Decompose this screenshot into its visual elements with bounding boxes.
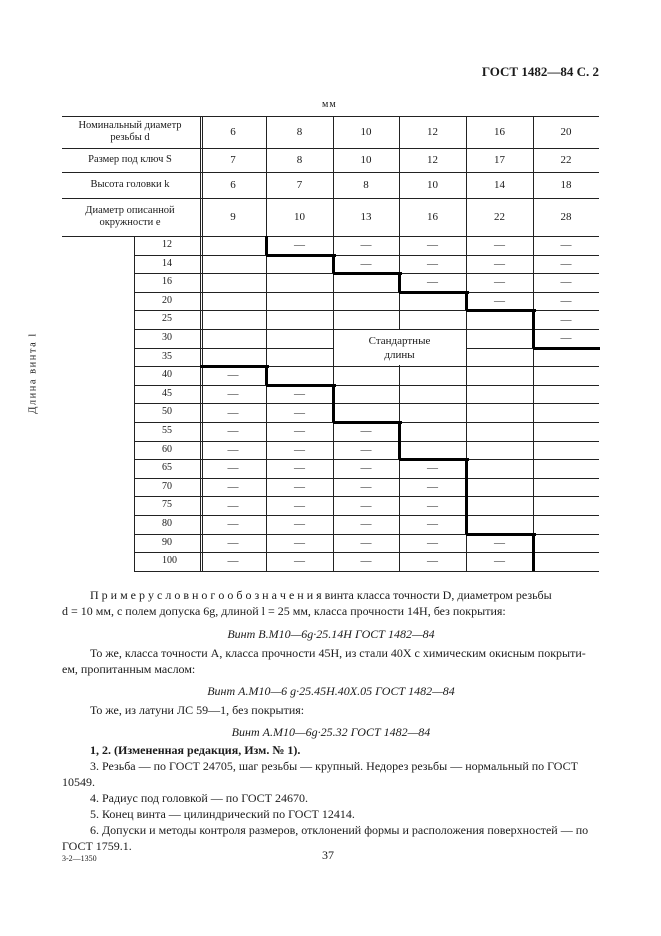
table-header-value: 10	[294, 211, 305, 223]
designation-2: Винт А.М10—6 g·25.45Н.40Х.05 ГОСТ 1482—84	[207, 684, 455, 698]
row-label-line: Высота головки k	[90, 179, 170, 190]
page-header: ГОСТ 1482—84 С. 2	[481, 64, 599, 79]
table-dash: —	[360, 425, 372, 438]
table-dash: —	[227, 425, 239, 438]
table-dash: —	[560, 276, 572, 289]
table-header-value: 8	[363, 179, 369, 191]
standard-boundary-upper	[266, 254, 336, 257]
table-dash: —	[227, 481, 239, 494]
table-dash: —	[360, 536, 372, 549]
length-value: 25	[162, 313, 172, 325]
table-row-label	[62, 148, 198, 172]
table-header-value: 28	[560, 211, 572, 223]
row-label-line: окружности e	[99, 217, 161, 228]
table-dash: —	[360, 499, 372, 512]
table-dash: —	[294, 555, 305, 568]
length-value: 50	[162, 406, 172, 418]
table-header-value: 12	[427, 126, 438, 138]
table-dash: —	[227, 518, 239, 531]
table-header-value: 17	[494, 154, 505, 166]
table-dash: —	[294, 518, 305, 531]
table-dash: —	[560, 295, 572, 308]
table-dash: —	[294, 462, 305, 475]
standard-boundary-lower	[266, 384, 336, 387]
table-dash: —	[427, 518, 438, 531]
standard-boundary-lower	[398, 422, 401, 459]
table-dash: —	[427, 481, 438, 494]
table-dash: —	[560, 257, 572, 270]
length-value: 14	[162, 257, 172, 269]
units-label: мм	[322, 99, 337, 110]
footer-code: 3-2—1350	[62, 854, 97, 863]
table-dash: —	[427, 462, 438, 475]
length-value: 65	[162, 462, 172, 474]
example-paragraph-line1: П р и м е р у с л о в н о г о о б о з н а ч е н и я винта класса точности D, диаметром резьбы	[90, 588, 552, 602]
length-value: 35	[162, 350, 172, 362]
row-label-line: Номинальный диаметр	[78, 120, 182, 131]
table-dash: —	[427, 499, 438, 512]
length-value: 90	[162, 536, 172, 548]
table-header-value: 8	[296, 154, 303, 166]
standard-lengths-label	[333, 330, 466, 366]
length-value: 20	[162, 294, 172, 306]
table-dash: —	[360, 443, 372, 456]
table-dash: —	[294, 406, 305, 419]
note-5: 5. Конец винта — цилиндрический по ГОСТ 12414.	[90, 807, 355, 821]
paragraph2-line2: ем, пропитанным маслом:	[62, 662, 196, 676]
standard-boundary-upper	[398, 273, 401, 292]
standard-boundary-upper	[333, 272, 402, 275]
standard-lengths-line2: длины	[384, 349, 415, 361]
table-dash: —	[227, 536, 239, 549]
table-dash: —	[494, 295, 505, 308]
length-value: 60	[162, 443, 172, 455]
standard-boundary-upper	[265, 236, 268, 255]
dimensions-table	[62, 116, 599, 572]
table-dash: —	[360, 257, 372, 270]
table-dash: —	[427, 536, 438, 549]
table-header-value: 10	[360, 126, 372, 138]
table-header-value: 16	[494, 126, 505, 138]
standard-boundary-upper	[533, 347, 600, 350]
table-row-border	[134, 571, 599, 572]
designation-1: Винт В.М10—6g·25.14Н ГОСТ 1482—84	[227, 627, 435, 641]
length-value: 80	[162, 518, 172, 529]
table-dash: —	[360, 555, 372, 568]
table-dash: —	[494, 276, 505, 289]
length-value: 30	[162, 332, 172, 343]
table-dash: —	[360, 462, 372, 475]
table-dash: —	[494, 536, 505, 549]
note-4: 4. Радиус под головкой — по ГОСТ 24670.	[90, 791, 309, 805]
length-value: 40	[162, 369, 172, 381]
table-header-value: 16	[427, 211, 438, 223]
table-dash: —	[227, 499, 239, 512]
standard-boundary-lower	[200, 365, 269, 368]
standard-boundary-lower	[333, 421, 402, 424]
table-header-value: 7	[296, 179, 303, 191]
standard-boundary-upper	[465, 292, 468, 311]
table-row-label	[62, 116, 198, 148]
example-paragraph-line2: d = 10 мм, с полем допуска 6g, длиной l = 25 мм, класса прочности 14Н, без покрытия:	[62, 604, 506, 618]
standard-boundary-lower	[399, 458, 469, 461]
standard-lengths-frame	[333, 366, 466, 367]
table-header-value: 12	[427, 154, 438, 166]
table-dash: —	[294, 536, 305, 549]
paragraph2-line1: То же, класса точности А, класса прочности 45Н, из стали 40Х с химическим окисным покрыти-	[90, 646, 586, 660]
standard-lengths-line1: Стандартные	[368, 335, 431, 347]
table-dash: —	[227, 462, 239, 475]
length-value: 12	[162, 239, 172, 250]
table-dash: —	[427, 257, 438, 270]
table-dash: —	[294, 481, 305, 494]
table-dash: —	[560, 313, 572, 326]
table-dash: —	[227, 406, 239, 419]
standard-boundary-lower	[265, 366, 268, 385]
table-header-value: 22	[494, 211, 505, 223]
table-header-value: 8	[296, 126, 303, 138]
table-header-value: 14	[494, 179, 505, 191]
standard-boundary-upper	[532, 310, 535, 347]
table-header-value: 6	[230, 126, 236, 138]
note-6-line2: ГОСТ 1759.1.	[62, 839, 132, 853]
standard-boundary-lower	[532, 534, 535, 571]
standard-boundary-lower	[465, 459, 468, 533]
table-dash: —	[494, 257, 505, 270]
table-header-value: 18	[560, 179, 572, 191]
note-6-line1: 6. Допуски и методы контроля размеров, отклонений формы и расположения поверхностей — по	[90, 823, 589, 837]
length-value: 45	[162, 387, 172, 399]
row-label-line: резьбы d	[110, 132, 150, 143]
standard-boundary-upper	[332, 255, 335, 274]
paragraph3: То же, из латуни ЛС 59—1, без покрытия:	[90, 703, 305, 717]
table-dash: —	[294, 239, 305, 252]
table-header-value: 20	[560, 126, 572, 138]
table-dash: —	[227, 555, 239, 568]
table-header-value: 13	[360, 211, 372, 223]
table-dash: —	[494, 239, 505, 252]
note-1-2	[90, 742, 600, 758]
table-dash: —	[227, 369, 239, 382]
table-dash: —	[360, 518, 372, 531]
length-value: 70	[162, 480, 172, 492]
table-dash: —	[227, 443, 239, 456]
table-row-label	[62, 198, 198, 236]
table-header-value: 9	[230, 211, 236, 223]
standard-boundary-upper	[399, 291, 469, 294]
table-dash: —	[360, 239, 372, 252]
table-dash: —	[360, 481, 372, 494]
note-1-2-text: 1, 2. (Измененная редакция, Изм. № 1).	[90, 743, 301, 757]
row-label-line: Размер под ключ S	[88, 154, 172, 165]
table-label-col-border	[134, 236, 135, 571]
table-dash: —	[294, 443, 305, 456]
row-label-line: Диаметр описанной	[85, 205, 175, 216]
table-header-value: 10	[427, 179, 438, 191]
table-dash: —	[227, 388, 239, 401]
table-header-value: 10	[360, 154, 372, 166]
table-header-value: 7	[230, 154, 236, 166]
length-value: 75	[162, 499, 172, 511]
standard-boundary-lower	[466, 533, 536, 536]
table-header-value: 22	[560, 154, 572, 166]
table-dash: —	[560, 239, 572, 252]
standard-boundary-upper	[466, 309, 536, 312]
table-dash: —	[560, 332, 572, 345]
table-dash: —	[494, 555, 505, 568]
standard-boundary-lower	[332, 385, 335, 422]
table-dash: —	[294, 425, 305, 438]
table-dash: —	[294, 388, 305, 401]
table-dash: —	[427, 555, 438, 568]
note-3-line2: 10549.	[62, 775, 95, 789]
length-value: 100	[162, 555, 177, 567]
length-value: 55	[162, 425, 172, 436]
length-axis-label: Длина винта l	[27, 332, 39, 414]
table-dash: —	[294, 499, 305, 512]
table-dash: —	[427, 276, 438, 289]
designation-3: Винт А.М10—6g·25.32 ГОСТ 1482—84	[231, 725, 431, 739]
note-3-line1: 3. Резьба — по ГОСТ 24705, шаг резьбы — крупный. Недорез резьбы — нормальный по ГОСТ	[90, 759, 578, 773]
length-value: 16	[162, 276, 172, 288]
table-dash: —	[427, 239, 438, 252]
table-header-value: 6	[230, 179, 236, 191]
table-row-label	[62, 172, 198, 198]
page-number: 37	[322, 848, 334, 862]
